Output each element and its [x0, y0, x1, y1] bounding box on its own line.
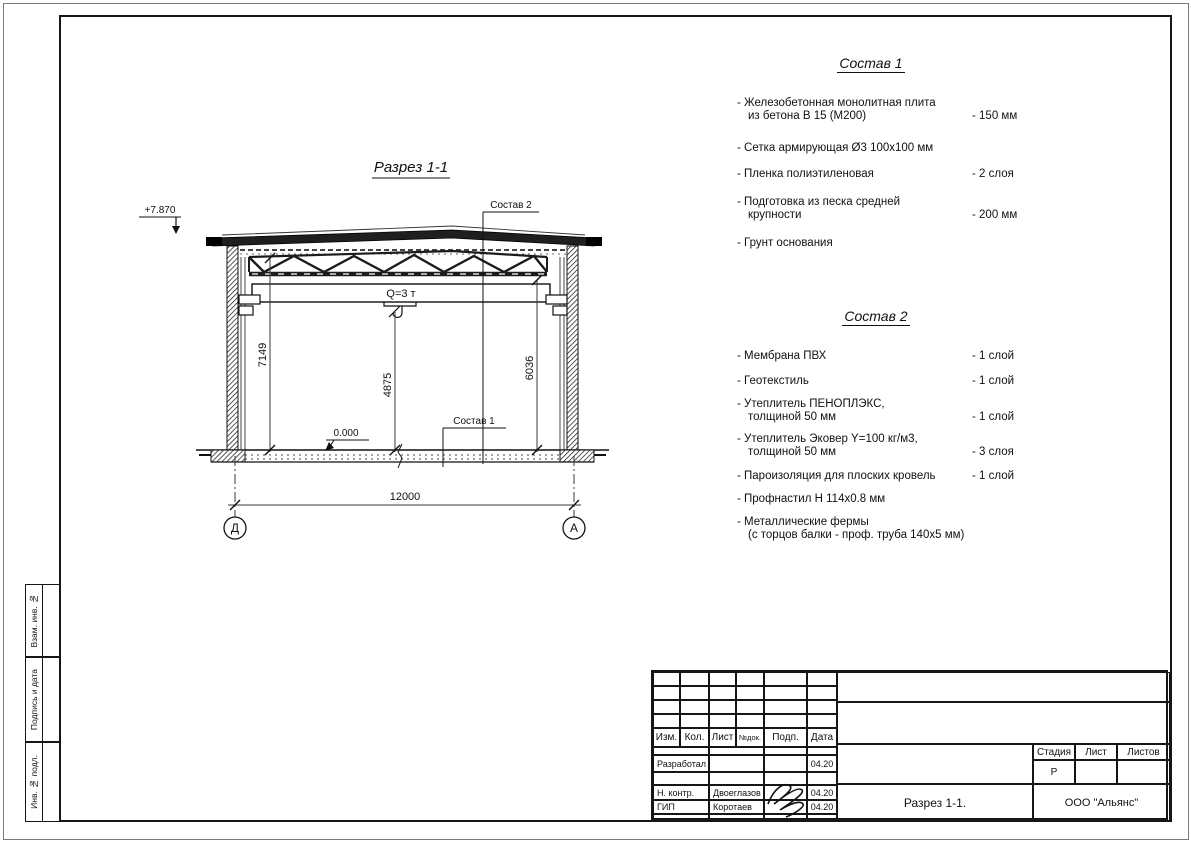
tb-col-ndok: №док. — [736, 728, 764, 747]
stamp-podpis-data — [25, 657, 60, 742]
item-value: - 1 слой — [972, 411, 1015, 423]
sostav1-title: Состав 1 — [839, 55, 903, 71]
stamp-vzam-inv — [25, 584, 60, 657]
tb-col-list: Лист — [709, 728, 736, 747]
sostav2-item: - Пароизоляция для плоских кровель - 1 слой — [737, 470, 1015, 482]
leader-sostav2-label: Состав 2 — [490, 200, 532, 211]
figure-title — [372, 159, 450, 178]
tb-col-podp: Подп. — [764, 728, 807, 747]
axis-right-label: А — [569, 521, 579, 535]
wall-right — [567, 246, 578, 452]
item-value: - 2 слоя — [972, 168, 1014, 180]
stamp-label: Подпись и дата — [29, 668, 39, 731]
item-value: - 1 слой — [972, 375, 1015, 387]
tb-col-izm: Изм. — [653, 728, 680, 747]
axis-left-label: Д — [230, 521, 240, 535]
floor-slab — [196, 444, 609, 468]
crane-beam — [252, 284, 550, 318]
tb-sheets-value — [1117, 760, 1170, 784]
tb-stage-label: Стадия — [1033, 744, 1075, 760]
tb-date: 04.20 — [807, 800, 837, 814]
sostav2-item: - Утеплитель Эковер Y=100 кг/м3, толщиной 50 мм - 3 слоя — [737, 433, 1014, 458]
tb-name: Коротаев — [709, 800, 764, 814]
stamp-label: Инв. № подл. — [29, 755, 39, 809]
tb-col-kol: Кол. — [680, 728, 709, 747]
signature-scribble — [764, 778, 808, 818]
item-value: - 150 мм — [972, 110, 1018, 122]
sostav2-item: - Металлические фермы (с торцов балки - проф. труба 140х5 мм) — [737, 516, 965, 541]
sostav1-item: - Сетка армирующая Ø3 100x100 мм — [737, 142, 934, 154]
dim-4875-value: 4875 — [382, 372, 394, 398]
sostav2-item: - Геотекстиль - 1 слой — [737, 375, 1015, 387]
section-drawing — [125, 150, 635, 560]
tb-date: 04.20 — [807, 785, 837, 800]
tb-role: Н. контр. — [653, 785, 709, 800]
item-value: - 200 мм — [972, 209, 1018, 221]
roof-edge-right — [586, 237, 602, 246]
corbel-left — [239, 295, 260, 315]
sostav2-item: - Мембрана ПВХ - 1 слой — [737, 350, 1015, 362]
sostav1-item: - Пленка полиэтиленовая - 2 слоя — [737, 168, 1014, 180]
tb-col-data: Дата — [807, 728, 837, 747]
level-zero-value: 0.000 — [333, 428, 359, 439]
dim-4875 — [382, 311, 400, 455]
tb-name — [709, 755, 764, 772]
stamp-label-cell — [26, 658, 43, 741]
stamp-inv-podl — [25, 742, 60, 822]
roof-edge-left — [206, 237, 222, 246]
figure-title-text: Разрез 1-1 — [373, 159, 449, 176]
tb-stage-value: Р — [1033, 760, 1075, 784]
tb-sheets-label: Листов — [1117, 744, 1170, 760]
tb-name: Двоеглазов — [709, 785, 764, 800]
break-mark — [398, 444, 402, 468]
tb-doc-title: Разрез 1-1. — [837, 784, 1033, 822]
stamp-label: Взам. инв. № — [29, 593, 39, 648]
stamp-label-cell — [26, 585, 43, 656]
dim-7149-value: 7149 — [257, 342, 269, 368]
wall-left — [227, 246, 238, 452]
tb-sheet-value — [1075, 760, 1117, 784]
item-value: - 3 слоя — [972, 446, 1014, 458]
dim-12000 — [228, 456, 581, 517]
tb-company: ООО "Альянс" — [1033, 784, 1170, 822]
crane-capacity: Q=3 т — [386, 288, 416, 300]
sostav2-title: Состав 2 — [844, 308, 908, 324]
sostav1-item: - Подготовка из песка средней крупности - 200 мм — [737, 196, 1018, 221]
roof — [206, 226, 602, 254]
tb-date: 04.20 — [807, 755, 837, 772]
elevation-mark — [139, 205, 181, 234]
level-zero — [325, 428, 369, 451]
leader-sostav1-label: Состав 1 — [453, 416, 495, 427]
item-value: - 1 слой — [972, 470, 1015, 482]
tb-role: ГИП — [653, 800, 709, 814]
elevation-value: +7.870 — [144, 205, 176, 216]
sostav1-item: - Железобетонная монолитная плита из бетона В 15 (М200) - 150 мм — [737, 97, 1018, 122]
sostav2-item: - Утеплитель ПЕНОПЛЭКС, толщиной 50 мм - 1 слой — [737, 398, 1015, 423]
sostav1-item: - Грунт основания — [737, 237, 833, 249]
dim-6036-value: 6036 — [524, 355, 536, 381]
walls — [227, 246, 578, 452]
axis-bubbles — [224, 517, 585, 539]
tb-sheet-label: Лист — [1075, 744, 1117, 760]
tb-role: Разработал — [653, 755, 709, 772]
title-block — [651, 670, 1168, 820]
dim-12000-value: 12000 — [389, 491, 421, 503]
sostav2-item: - Профнастил Н 114х0.8 мм — [737, 493, 886, 505]
item-value: - 1 слой — [972, 350, 1015, 362]
dim-7149 — [257, 253, 275, 455]
stamp-label-cell — [26, 743, 43, 821]
